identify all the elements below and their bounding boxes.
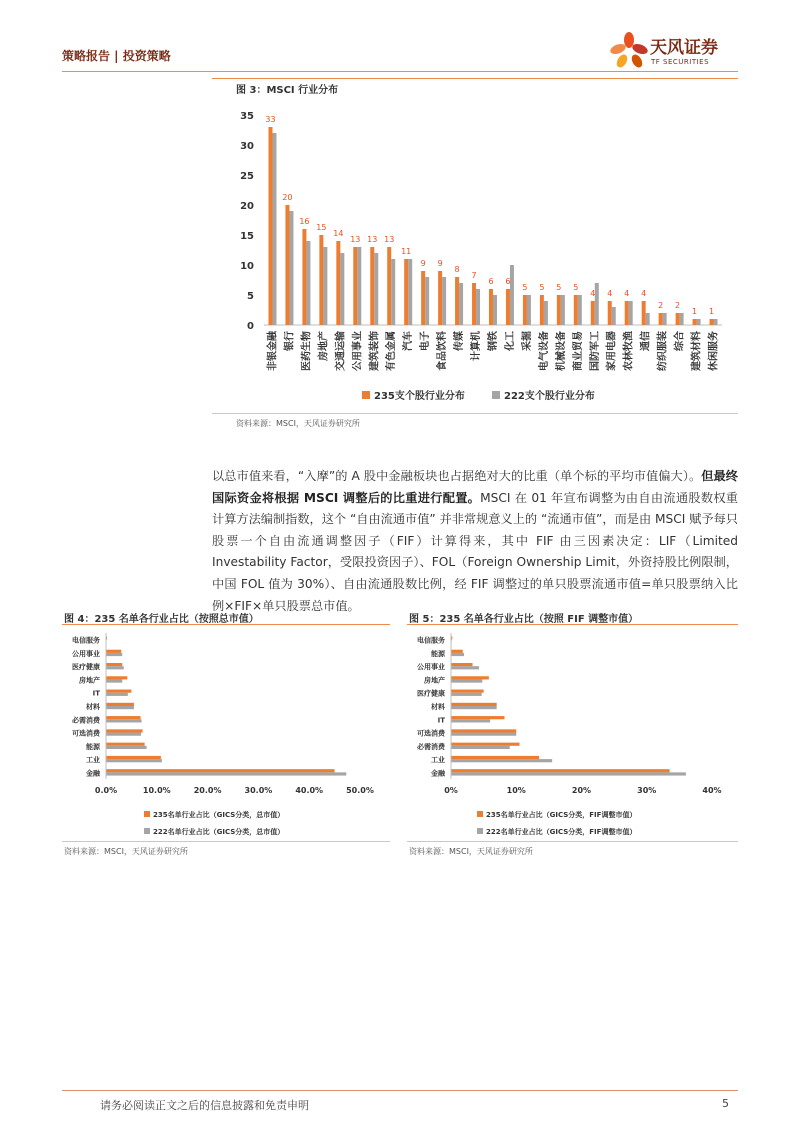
bar-222 <box>451 759 552 762</box>
bar-235 <box>106 743 145 746</box>
y-category-label: 可选消费 <box>72 729 100 738</box>
x-tick-label: 30.0% <box>244 786 273 795</box>
y-tick-label: 25 <box>240 171 254 182</box>
data-label: 5 <box>556 283 562 292</box>
x-tick-label: 建筑装饰 <box>369 331 381 371</box>
y-tick-label: 20 <box>240 201 254 212</box>
x-tick-label: 钢铁 <box>488 331 499 351</box>
x-tick-label: 电子 <box>420 331 432 351</box>
legend-label-222: 222名单行业占比（GICS分类，FIF调整市值） <box>486 828 637 836</box>
x-tick-label: 10.0% <box>142 786 171 795</box>
bar-222 <box>451 653 464 656</box>
x-tick-label: 机械设备 <box>555 331 567 371</box>
x-tick-label: 50.0% <box>346 786 374 795</box>
page-number: 5 <box>722 1097 729 1110</box>
bar-222 <box>408 259 412 325</box>
y-category-label: 金融 <box>86 769 100 778</box>
x-tick-label: 房地产 <box>318 331 330 361</box>
data-label: 1 <box>692 307 698 316</box>
figure-5-title: 图 5：235 名单各行业占比（按照 FIF 调整市值） <box>409 614 639 625</box>
y-category-label: 电信服务 <box>72 636 100 645</box>
data-label: 11 <box>401 247 412 256</box>
bar-222 <box>106 693 128 696</box>
logo-name: 天风证券 <box>650 38 718 58</box>
bar-235 <box>421 271 425 325</box>
bar-235 <box>659 313 663 325</box>
y-category-label: 金融 <box>431 769 445 778</box>
x-tick-label: 计算机 <box>471 331 483 361</box>
x-tick-label: 有色金属 <box>386 331 398 371</box>
bar-235 <box>506 289 510 325</box>
bar-222 <box>306 241 310 325</box>
bar-222 <box>595 283 599 325</box>
bar-222 <box>451 772 686 775</box>
bar-222 <box>425 277 429 325</box>
bar-222 <box>697 319 701 325</box>
bar-235 <box>106 729 143 732</box>
x-tick-label: 国防军工 <box>589 331 601 371</box>
legend-label-235: 235名单行业占比（GICS分类，FIF调整市值） <box>486 811 637 819</box>
body-paragraph <box>212 466 738 617</box>
bar-222 <box>106 679 122 682</box>
legend-swatch-235 <box>477 811 483 817</box>
body-paragraph-bold: 但最终国际资金将根据 MSCI 调整后的比重进行配置。 <box>212 469 738 505</box>
bar-235 <box>455 277 459 325</box>
bar-222 <box>106 719 142 722</box>
bar-235 <box>285 205 289 325</box>
data-label: 6 <box>488 277 494 286</box>
bar-222 <box>561 295 565 325</box>
header-divider <box>62 71 738 72</box>
bar-222 <box>451 746 510 749</box>
x-tick-label: 40.0% <box>295 786 324 795</box>
bar-235 <box>451 690 484 693</box>
data-label: 13 <box>367 235 378 244</box>
data-label: 9 <box>420 259 426 268</box>
y-category-label: 医疗健康 <box>417 689 445 698</box>
legend-label-235: 235名单行业占比（GICS分类，总市值） <box>153 811 285 819</box>
x-tick-label: 10% <box>506 786 526 795</box>
data-label: 2 <box>675 301 681 310</box>
bar-235 <box>451 743 520 746</box>
bar-222 <box>323 247 327 325</box>
bar-222 <box>493 295 497 325</box>
bar-235 <box>106 650 121 653</box>
bar-235 <box>625 301 629 325</box>
bar-222 <box>272 133 276 325</box>
x-tick-label: 非银金融 <box>267 331 279 371</box>
figure-5-source: 资料来源：MSCI，天风证券研究所 <box>409 847 533 856</box>
y-tick-label: 35 <box>240 111 254 122</box>
bar-222 <box>374 253 378 325</box>
data-label: 15 <box>316 223 327 232</box>
figure-3-chart <box>212 95 738 410</box>
bar-222 <box>451 733 516 736</box>
x-tick-label: 休闲服务 <box>708 331 720 372</box>
bar-235 <box>106 703 134 706</box>
footer-divider <box>62 1090 738 1091</box>
x-tick-label: 通信 <box>640 331 652 351</box>
bar-222 <box>451 679 482 682</box>
figure-3-title: 图 3：MSCI 行业分布 <box>236 85 339 96</box>
bar-235 <box>574 295 578 325</box>
bar-235 <box>710 319 714 325</box>
bar-235 <box>472 283 476 325</box>
y-tick-label: 15 <box>240 231 254 242</box>
bar-235 <box>106 663 122 666</box>
data-label: 20 <box>282 193 293 202</box>
bar-235 <box>608 301 612 325</box>
x-tick-label: 40% <box>702 786 722 795</box>
bar-235 <box>106 690 131 693</box>
bar-235 <box>438 271 442 325</box>
figure-4-chart <box>62 628 390 838</box>
bar-235 <box>336 241 340 325</box>
data-label: 16 <box>299 217 310 226</box>
bar-222 <box>106 706 134 709</box>
x-tick-label: 传媒 <box>454 331 466 351</box>
bar-235 <box>489 289 493 325</box>
bar-235 <box>268 127 272 325</box>
bar-235 <box>451 716 505 719</box>
bar-235 <box>591 301 595 325</box>
data-label: 4 <box>590 289 596 298</box>
data-label: 14 <box>333 229 344 238</box>
bar-222 <box>451 693 482 696</box>
figure-4-title: 图 4：235 名单各行业占比（按照总市值） <box>64 614 259 625</box>
y-category-label: 医疗健康 <box>72 663 100 672</box>
bar-222 <box>106 653 122 656</box>
y-category-label: 必需消费 <box>417 742 445 751</box>
bar-235 <box>302 229 306 325</box>
x-tick-label: 电气设备 <box>538 331 550 371</box>
y-tick-label: 30 <box>240 141 254 152</box>
y-category-label: 必需消费 <box>72 716 100 725</box>
y-category-label: 房地产 <box>79 676 100 685</box>
bar-235 <box>451 756 539 759</box>
legend-swatch-235 <box>362 391 370 399</box>
bar-235 <box>676 313 680 325</box>
bar-222 <box>106 733 141 736</box>
data-label: 9 <box>437 259 443 268</box>
data-label: 5 <box>573 283 579 292</box>
bar-222 <box>680 313 684 325</box>
bar-222 <box>106 772 346 775</box>
data-label: 2 <box>658 301 664 310</box>
body-paragraph-rest: MSCI 在 01 年宣布调整为由自由流通股数权重计算方法编制指数，这个 “自由流通市值” 并非常规意义上的 “流通市值”，而是由 MSCI 赋予每只股票一个自由流通调整因子（FIF）计算得来，其中 FIF 由三因素决定：LIF（Limited Investability Factor，受限投资因子）、FOL（Foreign Ownership Limit，外资持股比例限制，中国 FOL 值为 30%）、自由流通股数比例，经 FIF 调整过的单只股票流通市值=单只股票纳入比例×FIF×单只股票总市值。 <box>212 490 738 613</box>
data-label: 7 <box>471 271 477 280</box>
y-category-label: 工业 <box>431 756 445 765</box>
bar-222 <box>442 277 446 325</box>
tf-securities-logo <box>610 30 760 74</box>
legend-label-222: 222名单行业占比（GICS分类，总市值） <box>153 828 285 836</box>
figure-5-chart <box>407 628 738 838</box>
x-tick-label: 商业贸易 <box>572 331 584 371</box>
y-category-label: 材料 <box>86 703 100 711</box>
legend-swatch-222 <box>144 828 150 834</box>
legend-swatch-235 <box>144 811 150 817</box>
bar-235 <box>451 663 473 666</box>
bar-222 <box>106 759 162 762</box>
legend-swatch-222 <box>477 828 483 834</box>
x-tick-label: 0% <box>444 786 458 795</box>
x-tick-label: 20% <box>571 786 592 795</box>
bar-235 <box>523 295 527 325</box>
x-tick-label: 家用电器 <box>606 331 618 371</box>
bar-222 <box>646 313 650 325</box>
data-label: 4 <box>624 289 630 298</box>
flower-logo-icon <box>610 32 648 70</box>
y-category-label: 能源 <box>86 742 100 751</box>
bar-222 <box>451 706 497 709</box>
y-tick-label: 10 <box>240 261 254 272</box>
bar-235 <box>106 769 335 772</box>
bar-235 <box>353 247 357 325</box>
bar-222 <box>391 259 395 325</box>
x-tick-label: 医药生物 <box>301 331 313 371</box>
y-category-label: 能源 <box>431 649 445 658</box>
y-category-label: 工业 <box>86 756 100 765</box>
legend-label-222: 222支个股行业分布 <box>504 391 595 402</box>
bar-235 <box>319 235 323 325</box>
data-label: 13 <box>384 235 395 244</box>
x-tick-label: 汽车 <box>403 331 415 351</box>
bar-222 <box>578 295 582 325</box>
y-category-label: IT <box>437 716 445 725</box>
data-label: 6 <box>505 277 511 286</box>
data-label: 5 <box>522 283 528 292</box>
data-label: 4 <box>607 289 613 298</box>
y-category-label: 材料 <box>431 703 445 711</box>
x-tick-label: 食品饮料 <box>437 331 449 371</box>
y-category-label: 电信服务 <box>417 636 445 645</box>
bar-222 <box>663 313 667 325</box>
x-tick-label: 交通运输 <box>335 331 347 371</box>
x-tick-label: 农林牧渔 <box>623 331 635 371</box>
x-tick-label: 采掘 <box>521 331 533 351</box>
data-label: 5 <box>539 283 545 292</box>
y-category-label: 房地产 <box>424 676 445 685</box>
bar-222 <box>357 247 361 325</box>
bar-222 <box>340 253 344 325</box>
bar-222 <box>612 307 616 325</box>
figure-3-source: 资料来源：MSCI，天风证券研究所 <box>236 419 360 428</box>
x-tick-label: 30% <box>637 786 657 795</box>
legend-swatch-222 <box>492 391 500 399</box>
bar-222 <box>451 719 490 722</box>
bar-222 <box>629 301 633 325</box>
legend-label-235: 235支个股行业分布 <box>374 391 465 402</box>
x-tick-label: 纺织服装 <box>657 331 669 371</box>
bar-235 <box>451 676 489 679</box>
bar-235 <box>451 703 497 706</box>
bar-235 <box>106 676 127 679</box>
bar-235 <box>693 319 697 325</box>
x-tick-label: 建筑材料 <box>691 331 703 371</box>
bar-222 <box>527 295 531 325</box>
x-tick-label: 化工 <box>504 331 516 351</box>
data-label: 8 <box>454 265 460 274</box>
bar-222 <box>451 666 479 669</box>
y-tick-label: 5 <box>247 291 254 302</box>
bar-222 <box>106 746 147 749</box>
bar-235 <box>106 756 161 759</box>
bar-222 <box>510 265 514 325</box>
bar-222 <box>714 319 718 325</box>
x-tick-label: 银行 <box>284 331 296 351</box>
bar-235 <box>557 295 561 325</box>
bar-235 <box>540 295 544 325</box>
bar-235 <box>370 247 374 325</box>
y-category-label: IT <box>92 689 100 698</box>
y-tick-label: 0 <box>247 321 254 332</box>
data-label: 4 <box>641 289 647 298</box>
bar-222 <box>106 666 124 669</box>
report-breadcrumb: 策略报告 | 投资策略 <box>62 49 171 63</box>
bar-222 <box>289 211 293 325</box>
data-label: 13 <box>350 235 361 244</box>
bar-235 <box>451 729 516 732</box>
y-category-label: 可选消费 <box>417 729 445 738</box>
bar-235 <box>642 301 646 325</box>
bar-222 <box>476 289 480 325</box>
x-tick-label: 0.0% <box>94 786 118 795</box>
footer-disclaimer: 请务必阅读正文之后的信息披露和免责申明 <box>100 1099 309 1112</box>
x-tick-label: 综合 <box>674 331 686 351</box>
bar-222 <box>544 301 548 325</box>
figure-4-source: 资料来源：MSCI，天风证券研究所 <box>64 847 188 856</box>
bar-235 <box>387 247 391 325</box>
data-label: 33 <box>265 115 276 124</box>
bar-235 <box>106 716 141 719</box>
body-paragraph-lead: 以总市值来看，“入摩”的 A 股中金融板块也占据绝对大的比重（单个标的平均市值偏大）。 <box>212 469 702 483</box>
x-tick-label: 公用事业 <box>352 331 364 371</box>
data-label: 1 <box>708 307 715 316</box>
y-category-label: 公用事业 <box>417 663 445 672</box>
bar-235 <box>404 259 408 325</box>
bar-222 <box>459 283 463 325</box>
x-tick-label: 20.0% <box>193 786 222 795</box>
y-category-label: 公用事业 <box>72 649 100 658</box>
bar-235 <box>451 650 463 653</box>
logo-subtitle: TF SECURITIES <box>651 58 710 66</box>
bar-235 <box>451 769 670 772</box>
